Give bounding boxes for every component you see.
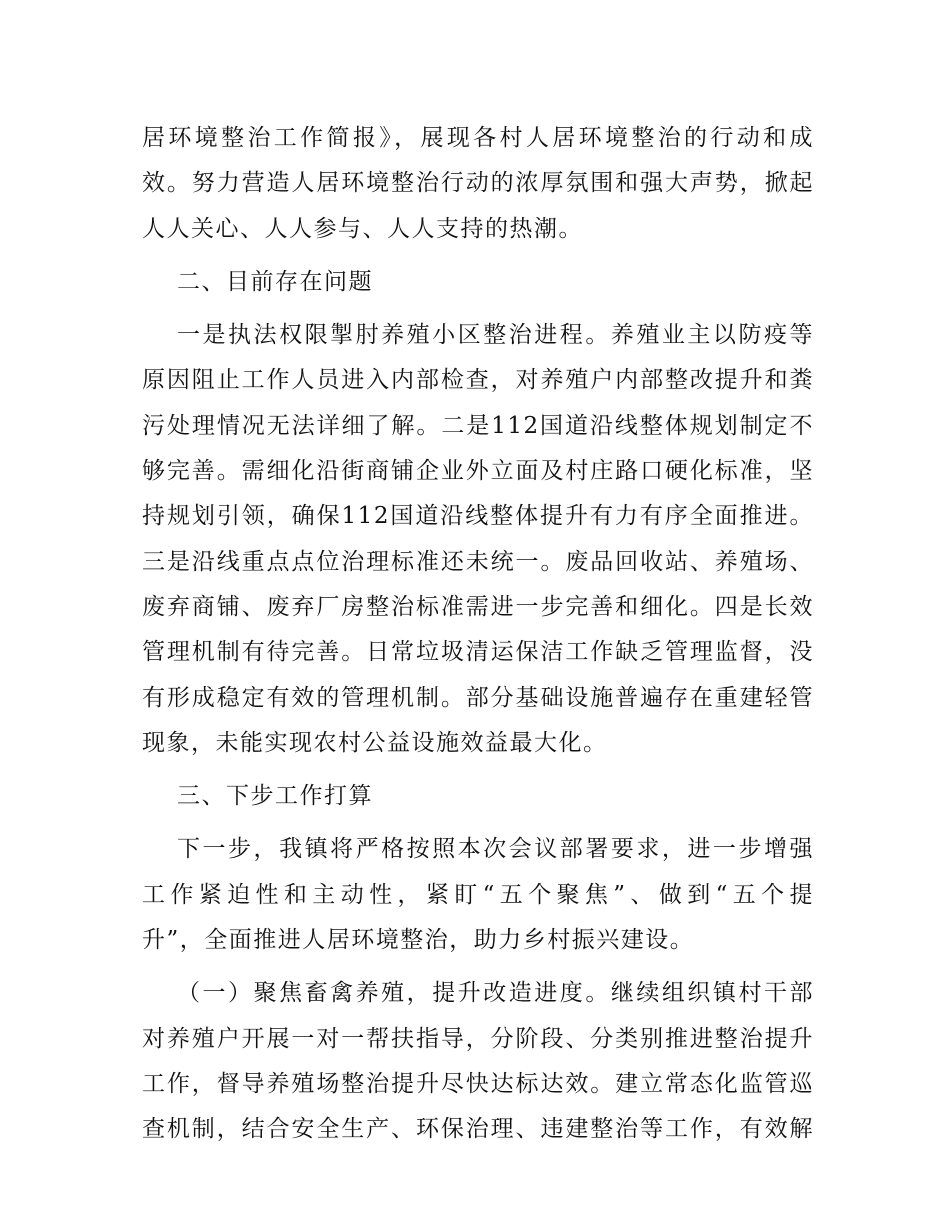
text-line: 原因阻止工作人员进入内部检查，对养殖户内部整改提升和粪 — [142, 367, 814, 394]
text-line: 升”，全面推进人居环境整治，助力乡村振兴建设。 — [142, 927, 695, 954]
paragraph-next-steps-intro — [142, 827, 814, 963]
text-line: 三是沿线重点点位治理标准还未统一。废品回收站、养殖场、 — [142, 548, 814, 575]
text-line: 工作紧迫性和主动性，紧盯“五个聚焦”、做到“五个提 — [142, 881, 814, 908]
text-line: 有形成稳定有效的管理机制。部分基础设施普遍存在重建轻管 — [142, 684, 814, 711]
text-line: 管理机制有待完善。日常垃圾清运保洁工作缺乏管理监督，没 — [142, 639, 814, 666]
text-line: 人人关心、人人参与、人人支持的热潮。 — [142, 215, 583, 242]
text-line: 现象，未能实现农村公益设施效益最大化。 — [142, 729, 608, 756]
text-line: 效。努力营造人居环境整治行动的浓厚氛围和强大声势，掀起 — [142, 170, 814, 197]
document-body — [142, 116, 814, 1153]
heading-line: 三、下步工作打算 — [177, 783, 373, 810]
paragraph-problems — [142, 313, 814, 766]
text-line: 一是执法权限掣肘养殖小区整治进程。养殖业主以防疫等 — [177, 322, 814, 349]
heading-line: 二、目前存在问题 — [177, 268, 373, 295]
text-line: 废弃商铺、废弃厂房整治标准需进一步完善和细化。四是长效 — [142, 593, 814, 620]
text-line: （一）聚焦畜禽养殖，提升改造进度。继续组织镇村干部 — [177, 980, 814, 1007]
paragraph-briefing-continuation — [142, 116, 814, 252]
text-line: 工作，督导养殖场整治提升尽快达标达效。建立常态化监管巡 — [142, 1070, 814, 1097]
text-line: 对养殖户开展一对一帮扶指导，分阶段、分类别推进整治提升 — [142, 1025, 814, 1052]
text-line: 持规划引领，确保112国道沿线整体提升有力有序全面推进。 — [142, 503, 814, 530]
text-line: 污处理情况无法详细了解。二是112国道沿线整体规划制定不 — [142, 412, 814, 439]
text-line: 够完善。需细化沿街商铺企业外立面及村庄路口硬化标准，坚 — [142, 458, 814, 485]
section-heading-current-problems — [142, 260, 814, 305]
text-line: 下一步，我镇将严格按照本次会议部署要求，进一步增强 — [177, 836, 814, 863]
section-heading-next-steps — [142, 774, 814, 819]
paragraph-livestock-focus — [142, 971, 814, 1152]
text-line: 居环境整治工作简报》，展现各村人居环境整治的行动和成 — [142, 125, 814, 151]
text-line: 查机制，结合安全生产、环保治理、违建整治等工作，有效解 — [142, 1116, 814, 1143]
